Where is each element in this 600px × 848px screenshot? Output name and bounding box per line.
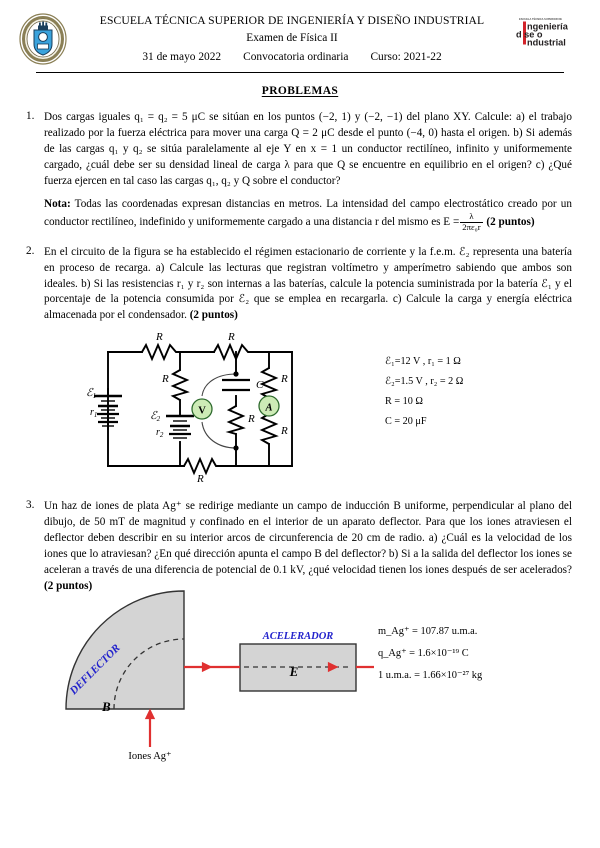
problem-3 — [26, 499, 572, 594]
voltmeter-label: V — [198, 405, 206, 417]
svg-text:•••: ••• — [41, 16, 45, 21]
problem-1-note-text: Todas las coordenadas expresan distancias en metros. La intensidad del campo electrostático creado por un conductor rectilíneo, indefinido y uniformemente cargado a una distancia r del mismo es E = — [44, 197, 572, 229]
problem-3-points: (2 puntos) — [44, 579, 93, 592]
exam-title: Examen de Física II — [246, 32, 338, 44]
school-name: ESCUELA TÉCNICA SUPERIOR DE INGENIERÍA Y DISEÑO INDUSTRIAL — [99, 14, 485, 27]
problem-3-number: 3. — [26, 499, 35, 512]
field-e-label: E — [289, 663, 299, 679]
exam-curso: Curso: 2021-22 — [370, 51, 442, 63]
label-resistor-right-bottom: R — [281, 425, 288, 438]
label-resistor-right-top: R — [281, 373, 288, 386]
exam-date: 31 de mayo 2022 — [142, 51, 222, 63]
page-header — [0, 0, 600, 73]
label-resistor-mid-left: R — [162, 373, 169, 386]
label-resistor-top-left: R — [156, 331, 163, 344]
accelerator-label: ACELERADOR — [262, 630, 334, 642]
exam-meta — [68, 51, 516, 63]
problem-2-number: 2. — [26, 244, 35, 257]
problem-1-number: 1. — [26, 110, 35, 122]
circuit-value-1: ℰ₂=1.5 V , r₂ = 2 Ω — [385, 376, 464, 388]
problem-2-body — [44, 245, 572, 325]
problem-2-points: (2 puntos) — [189, 309, 238, 322]
constant-charge: q_Ag⁺ = 1.6×10⁻¹⁹ C — [378, 648, 469, 660]
constant-mass: m_Ag⁺ = 107.87 u.m.a. — [378, 625, 478, 637]
university-crest-icon — [18, 13, 68, 65]
header-divider — [36, 72, 564, 73]
label-capacitor: C — [256, 379, 264, 392]
deflector-figure — [0, 599, 600, 761]
svg-text:d se o: d se o — [516, 29, 543, 40]
deflector-body — [66, 591, 184, 709]
svg-text:ngeniería: ngeniería — [527, 21, 568, 32]
svg-text:ndustrial: ndustrial — [527, 37, 566, 48]
label-r1: $r_1$ — [90, 407, 98, 420]
problem-list-cont — [0, 499, 600, 594]
label-emf1: ℰ1 — [86, 387, 97, 401]
problem-1-note-label: Nota: — [44, 197, 71, 210]
problem-1-statement: Dos cargas iguales q₁ = q₂ = 5 μC se sitúan en los puntos (−2, 1) y (−2, −1) del plano XY. Calcule: a) el trabajo realizado por la fuerza eléctrica para mover una carga Q = 2 μC desde el punto (−4, 0) hasta el origen. b) Si además de las cargas q₁ y q₂ se sitúa paralelamente al eje Y en x = 1 un conductor rectilíneo, infinito y uniformemente cargado, ¿cuál debe ser su densidad lineal de carga λ para que Q se encuentre en equilibrio en el origen? c) ¿Qué fuerza ejercen en tal caso las cargas q₁, q₂ y Q sobre el conductor? — [44, 111, 572, 187]
problem-2 — [26, 245, 572, 325]
formula-numerator: λ — [460, 212, 482, 222]
constant-uma: 1 u.m.a. = 1.66×10⁻²⁷ kg — [378, 670, 483, 682]
problem-3-statement: Un haz de iones de plata Ag⁺ se redirige mediante un campo de inducción B uniforme, perpendicular al plano del dibujo, de 50 mT de magnitud y confinado en el interior de un aparato deflector. Para que los iones atraviesen el deflector deben describir en su interior arcos de circunferencia de 20 cm de radio. a) ¿Cuál es la velocidad de los iones que lo atraviesan? ¿En qué dirección apunta el campo B del deflector? b) Si a la salida del deflector los iones se aceleran a través de una diferencia de potencial de 0.1 kV, ¿qué velocidad tienen los iones después de ser acelerados? — [44, 500, 572, 576]
circuit-value-2: R = 10 Ω — [385, 396, 423, 408]
svg-text:ESCUELA TÉCNICA SUPERIOR DE: ESCUELA TÉCNICA SUPERIOR DE — [519, 18, 563, 21]
deflector-label: DEFLECTOR — [67, 641, 123, 697]
section-title: PROBLEMAS — [261, 85, 339, 97]
problem-1-note-formula — [460, 212, 482, 231]
label-emf2: ℰ2 — [150, 410, 161, 424]
deflector-constants — [378, 621, 482, 688]
problem-3-body — [44, 499, 572, 594]
ammeter-label: A — [265, 402, 273, 414]
problem-list — [0, 110, 600, 324]
ingenieria-diseno-industrial-logo — [516, 14, 582, 53]
label-resistor-top-right: R — [228, 331, 235, 344]
label-r2: $r_2$ — [156, 427, 164, 440]
label-resistor-cap-branch: R — [248, 413, 255, 426]
formula-denominator: 2πε₀r — [462, 221, 481, 232]
beam-label: Iones Ag⁺ — [128, 750, 172, 762]
problem-2-statement: En el circuito de la figura se ha establecido el régimen estacionario de corriente y la f.e.m. ℰ₂ representa una batería en proceso de recarga. a) Calcule las lecturas que registran voltímetro y amperímetro sabiendo que ambos son ideales. b) Si las resistencias r₁ y r₂ son internas a las baterías, calcule la potencia suministrada por la batería ℰ₁ y el porcentaje de la potencia consumida por ℰ₂ que se emplea en recargarla. c) Calcule la carga y energía eléctrica almacenada por el condensador. — [44, 245, 572, 322]
problem-1-note — [44, 197, 572, 232]
circuit-values — [385, 352, 463, 432]
circuit-value-3: C = 20 μF — [385, 415, 427, 427]
field-b-label: B — [102, 698, 111, 714]
problem-1-body — [44, 110, 572, 232]
circuit-value-0: ℰ₁=12 V , r₁ = 1 Ω — [385, 356, 461, 368]
label-resistor-bottom: R — [197, 473, 204, 486]
circuit-figure — [0, 331, 600, 486]
problem-1 — [26, 110, 572, 232]
problem-1-points: (2 puntos) — [486, 216, 535, 229]
exam-convocatoria: Convocatoria ordinaria — [243, 51, 349, 63]
